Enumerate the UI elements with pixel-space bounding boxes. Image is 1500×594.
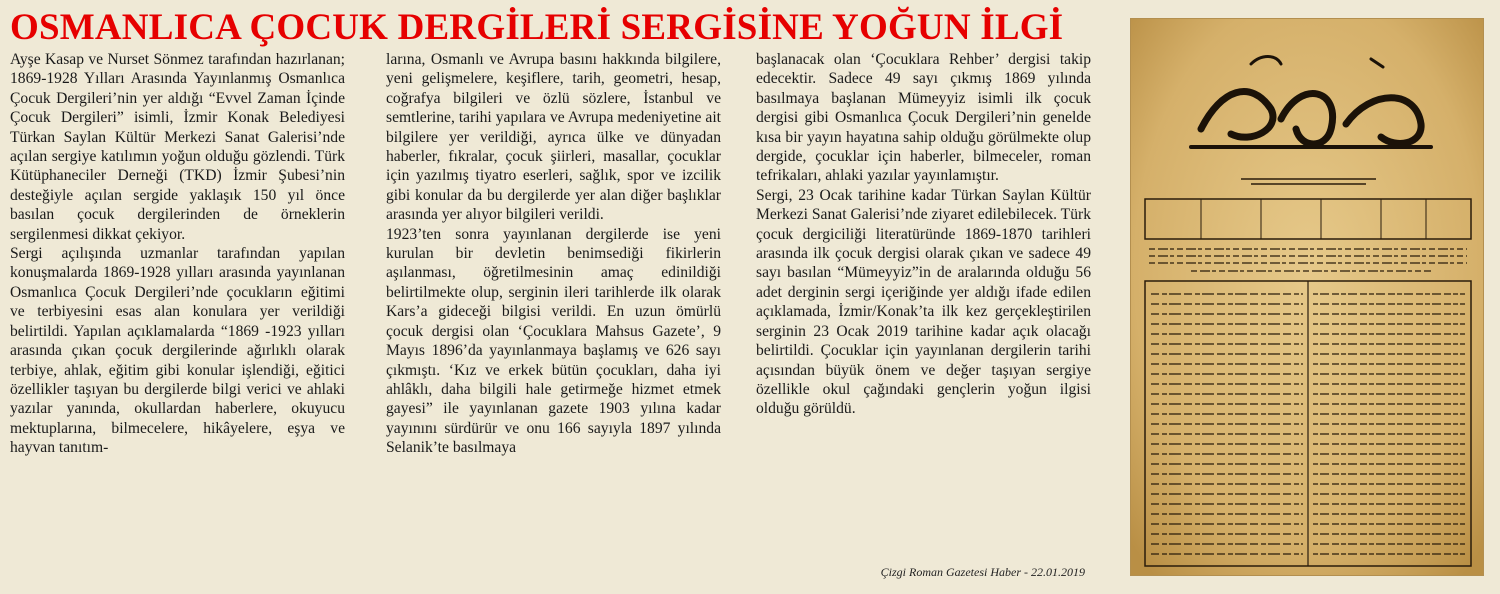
source-credit: Çizgi Roman Gazetesi Haber - 22.01.2019 [880, 565, 1085, 579]
newspaper-masthead-image [1130, 18, 1484, 576]
paragraph: 1923’ten sonra yayınlanan dergilerde ise yeni kurulan bir devletin benimsediği fikirlerin aşılanması, öğretilmesinin amaç edinildiği belirtilmekte olup, serginin ileri tarihlerde ilk olarak Kars’a gideceği bilgisi verildi. En uzun ömürlü çocuk dergisi olan ‘Çocuklara Mahsus Gazete’, 9 Mayıs 1896’da yayınlanmaya başlamış ve 626 sayı çıkmıştı. ‘Kız ve erkek bütün çocukları, daha iyi ahlâklı, daha bilgili hale getirmeğe hizmet etmek gayesi” ile yayınlanan gazete 1903 yılına kadar yayınını sürdürür ve onu 166 sayıyla 1897 yılında Selanik’te basılmaya [386, 225, 721, 457]
paragraph: Ayşe Kasap ve Nurset Sönmez tarafından hazırlanan; 1869-1928 Yılları Arasında Yayınlanmış Osmanlıca Çocuk Dergileri’nin yer aldığı “Evvel Zaman İçinde Çocuk Dergileri” isimli, İzmir Konak Belediyesi Türkan Saylan Kültür Merkezi Sanat Galerisi’nde açılan sergiye katılımın yoğun olduğu gözlendi. Türk Kütüphaneciler Derneği (TKD) İzmir Şubesi’nin desteğiyle açılan sergide yaklaşık 150 yıl önce basılan çocuk dergilerinden de örneklerin sergilenmesi dikkat çekiyor. [10, 51, 345, 243]
ottoman-newspaper-icon [1131, 19, 1484, 576]
paragraph: larına, Osmanlı ve Avrupa basını hakkında bilgilere, yeni gelişmelere, keşiflere, tarih, geometri, hesap, coğrafya bilgileri ve özlü sözlere, İstanbul ve semtlerine, tarihi yapılara ve Avrupa medeniyetine ait bilgilere yer verildiği, ayrıca ülke ve dünyadan haberler, fıkralar, çocuk şiirleri, masallar, çocuklar için yazılmış tiyatro eserleri, sağlık, spor ve izcilik gibi konular da bu dergilerde yer alan diğer başlıklar arasında yer alıyor bilgileri verildi. [386, 51, 721, 224]
article-column-2 [386, 50, 721, 458]
paragraph: Sergi, 23 Ocak tarihine kadar Türkan Saylan Kültür Merkezi Sanat Galerisi’nde ziyaret edilebilecek. Türk çocuk dergiciliği literatüründe 1869-1870 tarihleri arasında ilk çocuk dergisi olarak çıkan ve sadece 49 sayı basılan “Mümeyyiz”in de aralarında olduğu 56 adet derginin sergi içeriğinde yer aldığı ifade edilen açıklamada, İzmir/Konak’ta ilk kez gerçekleştirilen serginin 23 Ocak 2019 tarihine kadar açık olacağı belirtildi. Çocuklar için yayınlanan dergilerin tarihi açısından büyük önem ve değer taşıyan sergiye özellikle okul çağındaki gençlerin yoğun ilgisi olduğu görüldü. [756, 186, 1091, 418]
paragraph: başlanacak olan ‘Çocuklara Rehber’ dergisi takip edecektir. Sadece 49 sayı çıkmış 1869 yılında basılmaya başlanan Mümeyyiz isimli ilk çocuk dergisi gibi Osmanlıca Çocuk Dergileri’nin genelde kısa bir yayın hayatına sahip olduğu görülmekte olup dergide, çocuklar için haberler, bilmeceler, roman tefrikaları, ahlaki yazılar yayınlamıştır. [756, 51, 1091, 185]
headline: OSMANLICA ÇOCUK DERGİLERİ SERGİSİNE YOĞUN İLGİ [10, 7, 1064, 48]
paragraph: Sergi açılışında uzmanlar tarafından yapılan konuşmalarda 1869-1928 yılları arasında yayınlanan Osmanlıca Çocuk Dergileri’nde çocukların eğitimi ve terbiyesini esas alan konulara yer verildiği belirtildi. Yapılan açıklamalarda “1869 -1923 yılları arasında çıkan çocuk dergilerinde ağırlıklı olarak terbiye, ahlak, eğitim gibi konular işlendiği, eğitici özellikler taşıyan bu dergilerde bilgi verici ve ahlaki yazılar yanında, okullardan haberlere, okuyucu mektuplarına, bilmecelere, hikâyelere, eşya ve hayvan tanıtım- [10, 245, 345, 457]
article-column-3 [756, 50, 1091, 419]
article-column-1 [10, 50, 345, 458]
